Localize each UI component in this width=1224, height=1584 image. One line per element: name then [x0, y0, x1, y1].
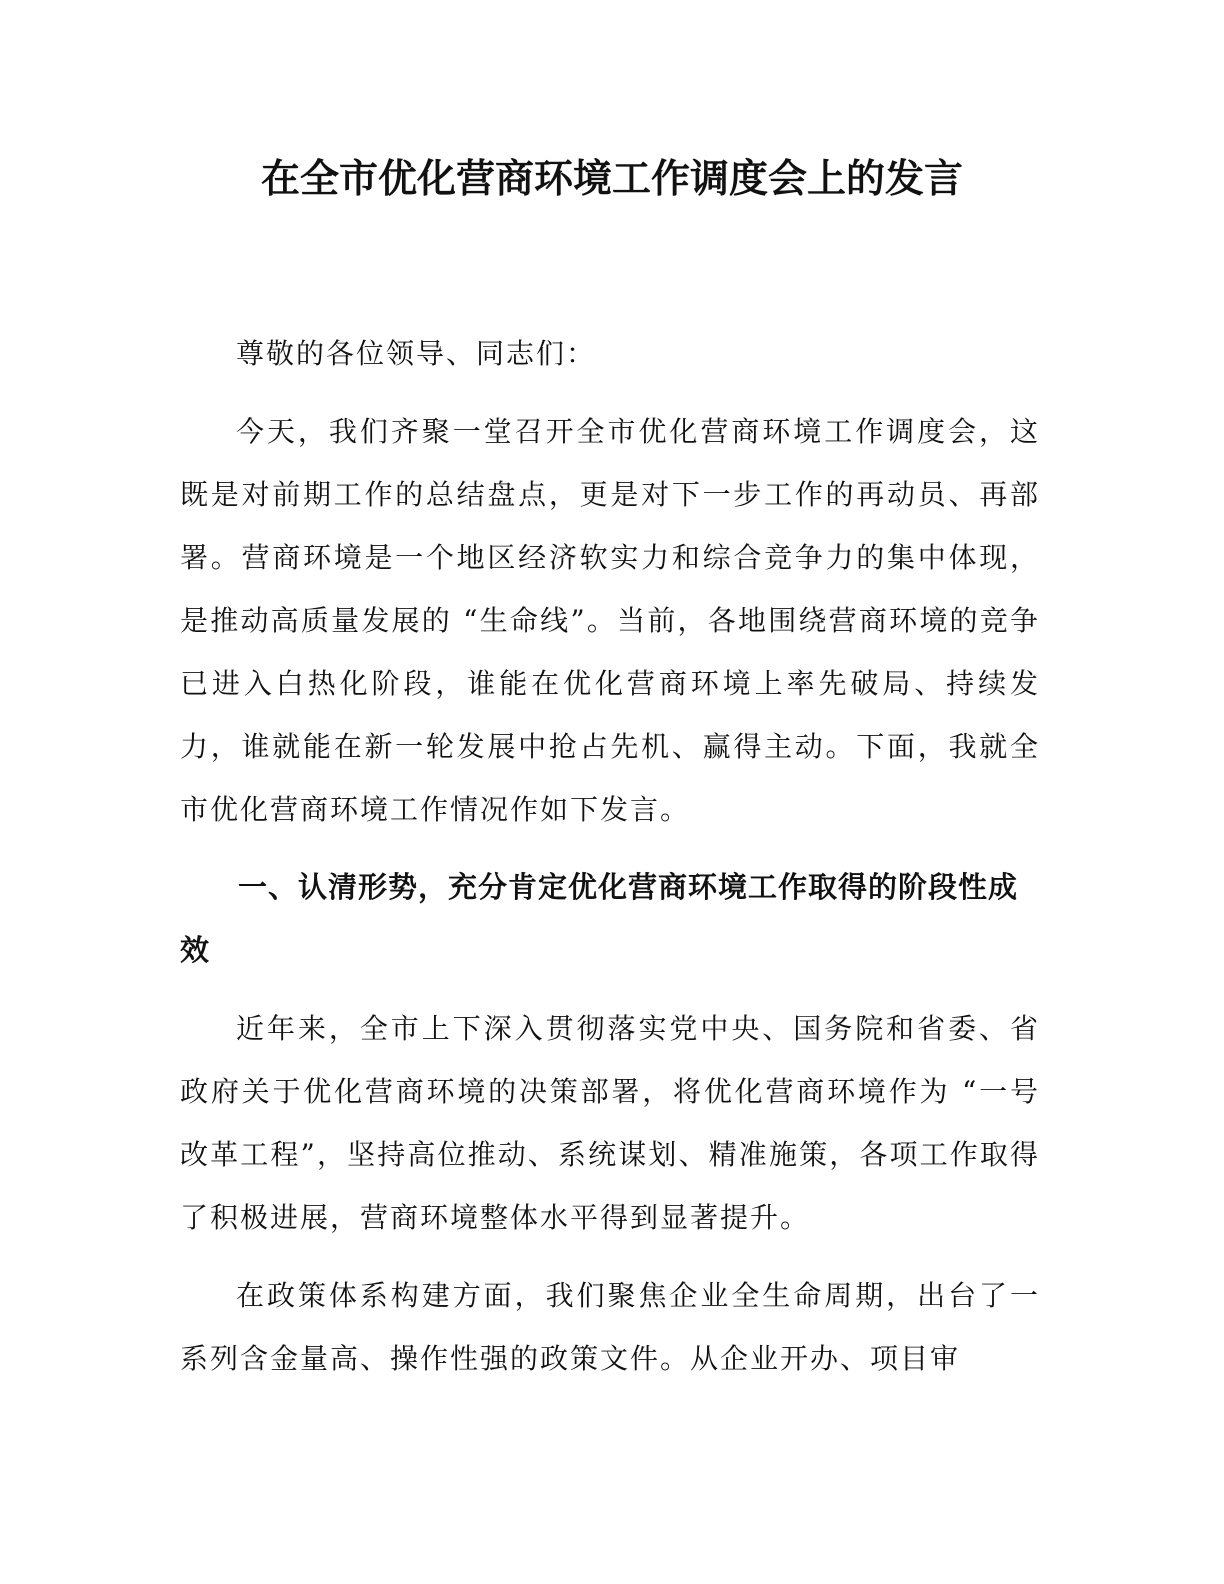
document-title: 在全市优化营商环境工作调度会上的发言: [260, 157, 963, 202]
section-paragraph: 近年来，全市上下深入贯彻落实党中央、国务院和省委、省政府关于优化营商环境的决策部署，将优化营商环境作为 “一号改革工程”，坚持高位推动、系统谋划、精准施策，各项工作取得了积极进展，营商环境整体水平得到显著提升。: [180, 1012, 1040, 1234]
section-heading: 一、认清形势，充分肯定优化营商环境工作取得的阶段性成效: [180, 870, 1019, 967]
section-paragraph: 在政策体系构建方面，我们聚焦企业全生命周期，出台了一系列含金量高、操作性强的政策文件。从企业开办、项目审: [180, 1279, 1040, 1375]
salutation: 尊敬的各位领导、同志们：: [236, 337, 597, 370]
intro-paragraph: 今天，我们齐聚一堂召开全市优化营商环境工作调度会，这既是对前期工作的总结盘点，更是对下一步工作的再动员、再部署。营商环境是一个地区经济软实力和综合竞争力的集中体现，是推动高质量发展的 “生命线”。当前，各地围绕营商环境的竞争已进入白热化阶段，谁能在优化营商环境上率先破局、持续发力，谁就能在新一轮发展中抢占先机、赢得主动。下面，我就全市优化营商环境工作情况作如下发言。: [180, 415, 1040, 826]
document-body: [180, 322, 1040, 1405]
